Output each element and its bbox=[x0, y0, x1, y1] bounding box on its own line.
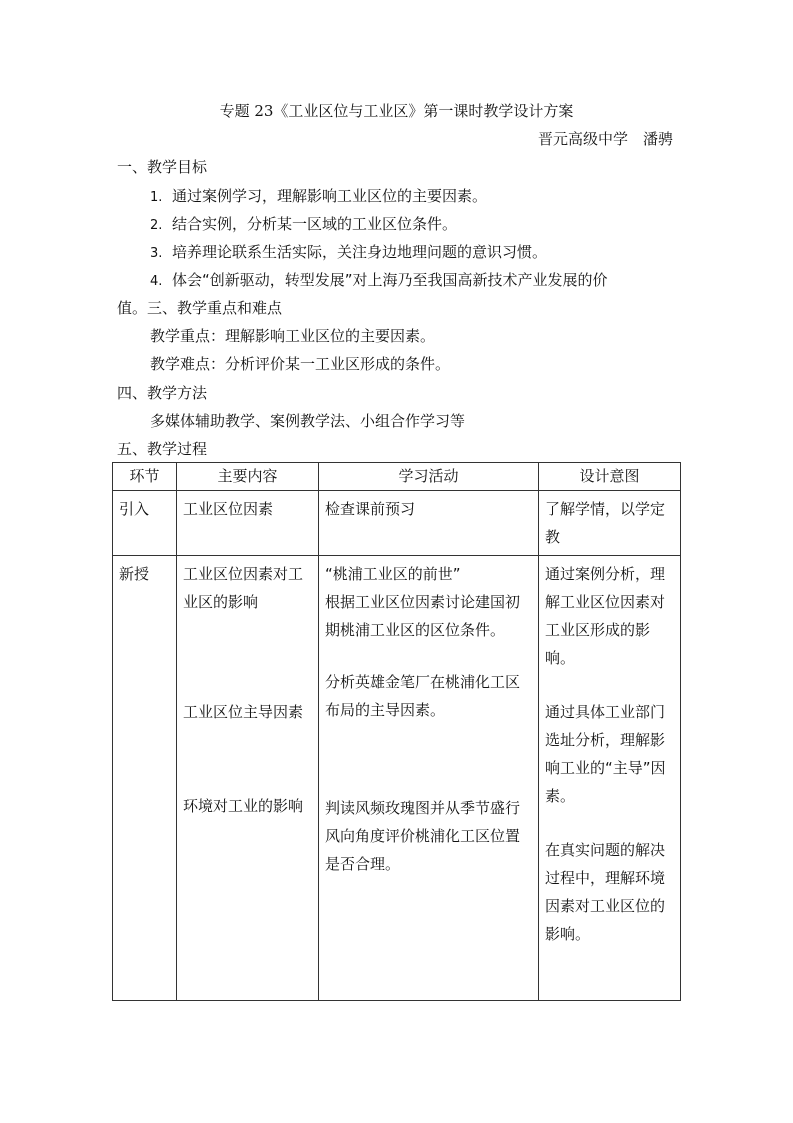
intent-item: 在真实问题的解决过程中，理解环境因素对工业区位的影响。 bbox=[545, 841, 666, 943]
objective-number: 1. bbox=[150, 190, 163, 205]
objective-item bbox=[150, 270, 608, 292]
table-row bbox=[113, 556, 681, 1001]
objective-item bbox=[150, 186, 487, 208]
teaching-process-table bbox=[112, 462, 681, 1001]
column-header: 环节 bbox=[113, 463, 177, 491]
difficult-point: 教学难点：分析评价某一工业区形成的条件。 bbox=[150, 355, 451, 373]
activity-cell bbox=[319, 556, 539, 1001]
intent-item: 通过具体工业部门选址分析，理解影响工业的“主导”因素。 bbox=[545, 703, 666, 805]
objective-number: 3. bbox=[150, 246, 163, 261]
intent-cell bbox=[539, 556, 681, 1001]
objective-number: 2. bbox=[150, 218, 163, 233]
section-heading-methods: 四、教学方法 bbox=[117, 384, 208, 402]
section-heading-process: 五、教学过程 bbox=[117, 440, 208, 458]
table-row bbox=[113, 491, 681, 556]
activity-title: “桃浦工业区的前世” bbox=[325, 565, 461, 583]
intent-item: 通过案例分析，理解工业区位因素对工业区形成的影响。 bbox=[545, 565, 666, 667]
objective-text: 体会“创新驱动，转型发展”对上海乃至我国高新技术产业发展的价 bbox=[172, 271, 608, 289]
column-header: 学习活动 bbox=[319, 463, 539, 491]
section-heading-objectives: 一、教学目标 bbox=[117, 158, 208, 176]
table-header-row bbox=[113, 463, 681, 491]
column-header: 设计意图 bbox=[539, 463, 681, 491]
activity-cell: 检查课前预习 bbox=[319, 491, 539, 556]
content-item: 工业区位因素对工业区的影响 bbox=[183, 565, 304, 611]
objective-continuation: 值。三、教学重点和难点 bbox=[117, 299, 283, 317]
activity-item: 根据工业区位因素讨论建国初期桃浦工业区的区位条件。 bbox=[325, 593, 521, 639]
objective-number: 4. bbox=[150, 274, 163, 289]
objective-text: 结合实例，分析某一区域的工业区位条件。 bbox=[172, 215, 458, 233]
stage-cell: 引入 bbox=[113, 491, 177, 556]
objective-text: 培养理论联系生活实际，关注身边地理问题的意识习惯。 bbox=[172, 243, 548, 261]
author-line: 晋元高级中学 潘骋 bbox=[537, 130, 673, 148]
methods-text: 多媒体辅助教学、案例教学法、小组合作学习等 bbox=[150, 412, 466, 430]
content-item: 工业区位主导因素 bbox=[183, 703, 304, 721]
document-title: 专题 23《工业区位与工业区》第一课时教学设计方案 bbox=[219, 102, 574, 120]
intent-cell: 了解学情，以学定教 bbox=[539, 491, 681, 556]
activity-item: 分析英雄金笔厂在桃浦化工区布局的主导因素。 bbox=[325, 673, 521, 719]
objective-item bbox=[150, 214, 457, 236]
objective-text: 通过案例学习，理解影响工业区位的主要因素。 bbox=[172, 187, 488, 205]
content-item: 环境对工业的影响 bbox=[183, 797, 304, 815]
content-cell bbox=[177, 556, 319, 1001]
stage-cell: 新授 bbox=[113, 556, 177, 1001]
activity-item: 判读风频玫瑰图并从季节盛行风向角度评价桃浦化工区位置是否合理。 bbox=[325, 799, 521, 873]
content-cell: 工业区位因素 bbox=[177, 491, 319, 556]
objective-item bbox=[150, 242, 547, 264]
column-header: 主要内容 bbox=[177, 463, 319, 491]
key-point: 教学重点：理解影响工业区位的主要因素。 bbox=[150, 327, 436, 345]
